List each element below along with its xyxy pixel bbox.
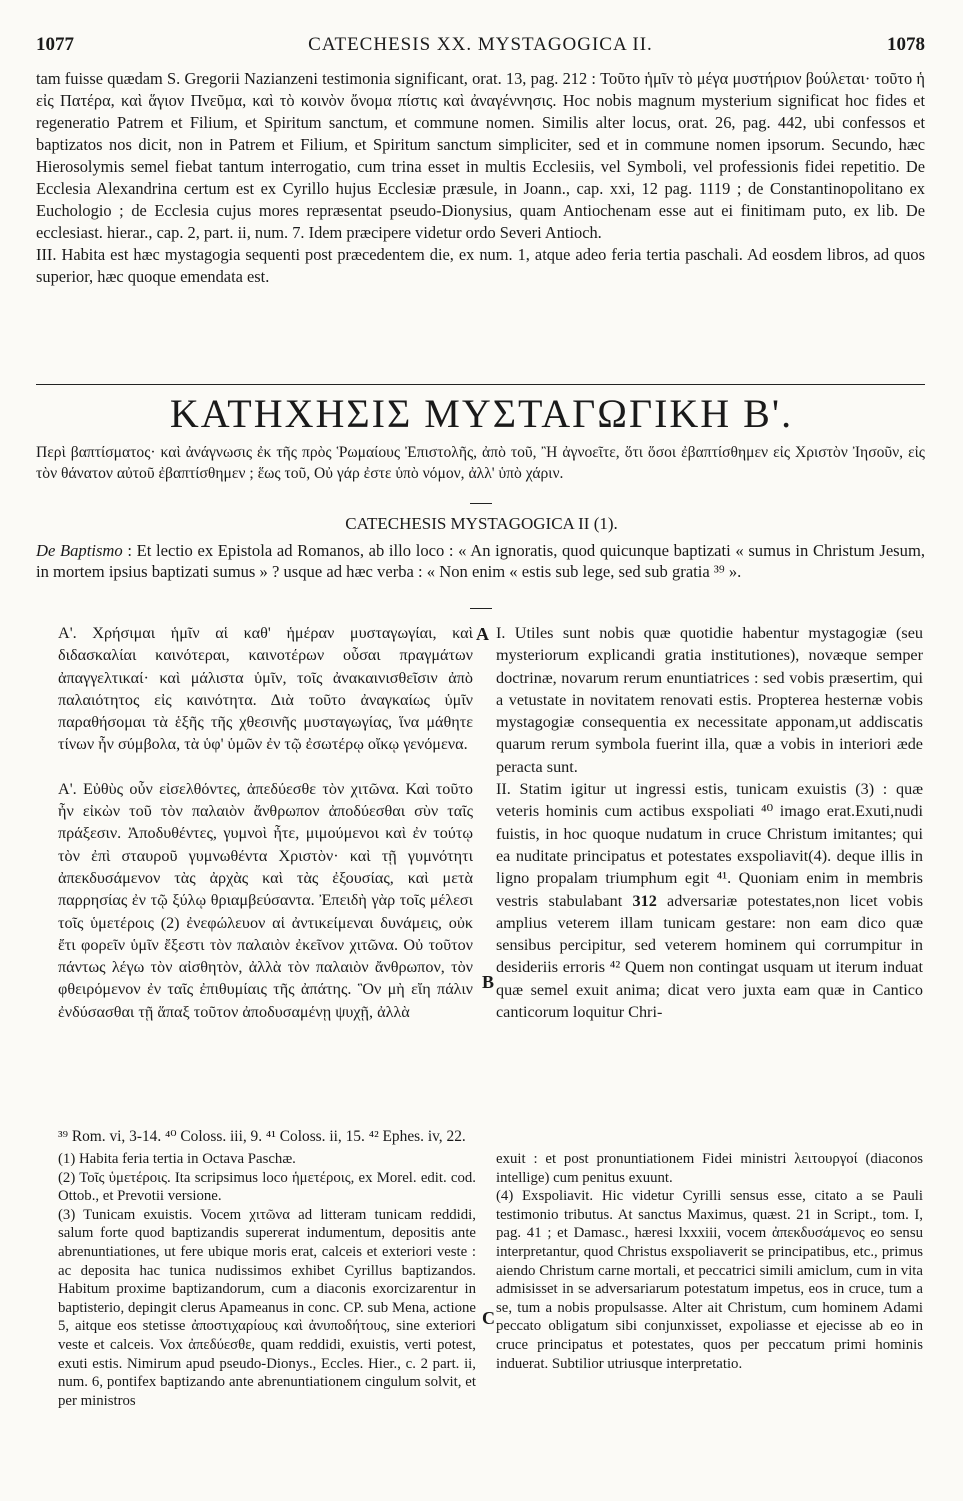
intro-notes bbox=[36, 68, 925, 288]
greek-column bbox=[58, 622, 473, 1023]
margin-letter-b: B bbox=[482, 972, 495, 992]
latin-paragraph-1: I. Utiles sunt nobis quæ quotidie habentur mystagogiæ (seu mysteriorum explicandi gratia institutiones), novæque semper doctrinæ, novarum rerum enuntiatrices : sed vobis præsertim, qui a vetustate in novitatem renovati estis. Propterea hesternæ vobis mystagogiæ consequentia ex necessitate apponam,ut addiscatis quarum rerum symbola fuerint illa, quæ a vobis in interiori æde peracta sunt. bbox=[496, 624, 923, 776]
footnote-2: (2) Τοῖς ὑμετέροις. Ita scripsimus loco ἡμετέροις, ex Morel. edit. cod. Ottob., et Prevotii versione. bbox=[58, 1169, 476, 1205]
section-divider bbox=[36, 384, 925, 385]
footnotes-left bbox=[58, 1150, 476, 1410]
footnote-1: (1) Habita feria tertia in Octava Paschæ. bbox=[58, 1151, 296, 1167]
page-number-left: 1077 bbox=[36, 34, 74, 55]
margin-letter-c: C bbox=[482, 1308, 495, 1328]
footnote-4: (4) Exspoliavit. Hic videtur Cyrilli sensus esse, citato a se Pauli testimonio tributus. At sanctus Maximus, quæst. 21 in Script., tom. I, pag. 41 ; et Damasc., hæresi lxxxiii, vocem ἀπεκδυσάμενος eo sensu interpretantur, quod Christus exspoliaverit se principatibus, etc., primus aiendo Christum carne mortali, et peccatrici simili amiclum, cum in vita admisisset in se adversariarum potestatum impetus, eos in cruce, tum a se, tum a nobis propulsasse. Alter ait Christum, cum hominem Adami peccato obligatum sibi conjunxisset, expoliasse et ejecisse ab eo in cruce principatus et potestates, quos per peccatum primi hominis induerat. Subtilior utriusque interpretatio. bbox=[496, 1188, 923, 1372]
short-divider bbox=[470, 503, 492, 504]
footnote-continuation: exuit : et post pronuntiationem Fidei ministri λειτουργοί (diaconos intellige) cum penitus exuunt. bbox=[496, 1151, 923, 1186]
latin-summary bbox=[36, 540, 925, 582]
greek-summary: Περὶ βαπτίσματος· καὶ ἀνάγνωσις ἐκ τῆς πρὸς Ῥωμαίους Ἐπιστολῆς, ἀπὸ τοῦ, Ἢ ἀγνοεῖτε, ὅτι ὅσοι ἐβαπτίσθημεν εἰς Χριστὸν Ἰησοῦν, εἰς τὸν θάνατον αὐτοῦ ἐβαπτίσθημεν ; ἕως τοῦ, Οὐ γάρ ἐστε ὑπὸ νόμον, ἀλλ' ὑπὸ χάριν. bbox=[36, 444, 925, 482]
latin-subtitle: CATECHESIS MYSTAGOGICA II (1). bbox=[345, 514, 618, 533]
scripture-references: ³⁹ Rom. vi, 3-14. ⁴⁰ Coloss. iii, 9. ⁴¹ Coloss. ii, 15. ⁴² Ephes. iv, 22. bbox=[58, 1128, 466, 1145]
running-header bbox=[36, 34, 925, 58]
latin-summary-lead: De Baptismo bbox=[36, 541, 123, 560]
running-title: CATECHESIS XX. MYSTAGOGICA II. bbox=[308, 34, 653, 55]
greek-paragraph-2: Α'. Εὐθὺς οὖν εἰσελθόντες, ἀπεδύεσθε τὸν χιτῶνα. Καὶ τοῦτο ἦν εἰκὼν τοῦ τὸν παλαιὸν ἄνθρωπον ἀποδύεσθαι σὺν ταῖς πράξεσιν. Ἀποδυθέντες, γυμνοὶ ἦτε, μιμούμενοι καὶ ἐν τούτῳ τὸν ἐπὶ σταυροῦ γυμνωθέντα Χριστὸν· καὶ τῇ γυμνότητι ἀπεκδυσάμενον τὰς ἀρχὰς καὶ τὰς ἐξουσίας, καὶ μετὰ παρρησίας ἐν τῷ ξύλῳ θριαμβεύσαντα. Ἐπειδὴ γὰρ τοῖς μέλεσι τοῖς ὑμετέροις (2) ἐνεφώλευον αἱ ἀντικείμεναι δυνάμεις, οὐκ ἔτι φορεῖν ὑμῖν ἔξεστι τὸν παλαιὸν ἐκεῖνον χιτῶνα. Οὐ τοῦτον πάντως λέγω τὸν αἰσθητὸν, ἀλλὰ τὸν παλαιὸν ἄνθρωπον, τὸν φθειρόμενον ἐν ταῖς ἐπιθυμίαις τῆς ἀπάτης. Ὃν μὴ εἴη πάλιν ἐνδύσασθαι τῇ ἅπαξ τοῦτον ἀποδυσαμένῃ ψυχῇ, ἀλλὰ bbox=[58, 779, 473, 1021]
chapter-title: ΚΑΤΗΧΗΣΙΣ ΜΥΣΤΑΓΩΓΙΚΗ Β'. bbox=[169, 391, 794, 436]
page-number-right: 1078 bbox=[887, 34, 925, 55]
latin-paragraph-2-text-a: II. Statim igitur ut ingressi estis, tunicam exuistis (3) : quæ veteris hominis cum actibus exspoliati ⁴⁰ imago erat.Exuti,nudi fuistis, in hoc quoque nudatum in cruce Christum imitantes; qui ea nuditate principatus et potestates exspoliavit(4). deque illis in ligno propalam triumphum egit ⁴¹. Quoniam enim in membris vestris stabulabant bbox=[496, 780, 923, 910]
footnote-3: (3) Tunicam exuistis. Vocem χιτῶνα ad litteram tunicam reddidi, salum forte quod baptizandis supererat indumentum, depositis ante abrenuntiationes, ut fere ubique moris erat, calceis et exteriori veste : ac deposita hac tunica nudissimos exhibet Cyrillus baptizandos. Habitum proxime baptizandorum, cum a diaconis exorcizarentur in baptisterio, depingit clerus Apameanus in conc. CP. sub Mena, actione 5, aitque eos stetisse ἀποστιχαρίους καὶ ἀνυποδήτους, sine exteriori veste et calceis. Vox ἀπεδύεσθε, quam reddidi, exuistis, verti potest, exuti estis. Nimirum apud pseudo-Dionys., Eccles. Hier., c. 2 part. ii, num. 6, pontifex baptizando ante abrenuntiationem cingulum solvit, et per ministros bbox=[58, 1206, 476, 1409]
greek-paragraph-1: Α'. Χρήσιμαι ἡμῖν αἱ καθ' ἡμέραν μυσταγωγίαι, καὶ διδασκαλίαι καινότεραι, καινοτέρων οὖσαι πραγμάτων ἀπαγγελτικαί· καὶ μάλιστα ὑμῖν, τοῖς ἀνακαινισθεῖσιν ἀπὸ παλαιότητος εἰς καινότητα. Διὰ τοῦτο ἀναγκαίως ὑμῖν παραθήσομαι τὰ ἑξῆς τῆς χθεσινῆς μυσταγωγίας, ἵνα μάθητε τίνων ἦν σύμβολα, τὰ ὑφ' ὑμῶν ἐν τῷ ἐσωτέρῳ οἴκῳ γενόμενα. bbox=[58, 624, 473, 754]
short-divider-2 bbox=[470, 608, 492, 609]
latin-summary-text: : Et lectio ex Epistola ad Romanos, ab illo loco : « An ignoratis, quod quicunque baptizati « sumus in Christum Jesum, in mortem ipsius baptizati sumus » ? usque ad hæc verba : « Non enim « estis sub lege, sed sub gratia ³⁹ ». bbox=[36, 541, 925, 581]
latin-column bbox=[496, 622, 923, 1023]
intro-paragraph-1: tam fuisse quædam S. Gregorii Nazianzeni testimonia significant, orat. 13, pag. 212 : Τοῦτο ἡμῖν τὸ μέγα μυστήριον βούλεται· τοῦτο ἡ εἰς Πατέρα, καὶ ἅγιον Πνεῦμα, καὶ τὸ κοινὸν ὄνομα πίστις καὶ ἀναγέννησις. Hoc nobis magnum mysterium significat hoc fides et regeneratio Patrem et Filium, et Spiritum sanctum, et commune nomen. Similis alter locus, orat. 26, pag. 442, ubi confessos et baptizatos nos dicit, non in Patrem et Filium, et Spiritum sanctum simpliciter, sed et in commune nomen ipsorum. Secundo, hæc Hierosolymis semel fiebat tantum interrogatio, cum trina esset in multis Ecclesiis, vel Symboli, vel professionis fidei repetitio. De Ecclesia Alexandrina certum est ex Cyrillo hujus Ecclesiæ præsule, in Joann., cap. xxi, 12 pag. 1119 ; de Constantinopolitano ex Euchologio ; de Ecclesia cujus mores repræsentat pseudo-Dionysius, quam Antiochenam esse aut ei finitimam puto, ex lib. De ecclesiast. hierar., cap. 2, part. ii, num. 7. Idem præcipere videtur ordo Severi Antioch. bbox=[36, 69, 925, 242]
latin-paragraph-2-text-b: adversariæ potestates,non licet vobis amplius veterem illam tunicam gestare: non eam dico quæ sensibus percipitur, sed veterem hominem qui corrumpitur in desideriis erroris ⁴² Quem non contingat usquam ut iterum induat quæ semel exuit anima; dicat vero juxta eam quæ in Cantico canticorum loquitur Chri- bbox=[496, 891, 924, 1022]
intro-paragraph-2: III. Habita est hæc mystagogia sequenti post præcedentem die, ex num. 1, atque adeo feria tertia paschali. Ad eosdem libros, ad quos superior, hæc quoque emendata est. bbox=[36, 245, 925, 286]
column-number: 312 bbox=[632, 891, 657, 910]
footnotes-right bbox=[496, 1150, 923, 1373]
margin-letter-a: A bbox=[476, 624, 489, 644]
latin-paragraph-2 bbox=[496, 778, 923, 1023]
